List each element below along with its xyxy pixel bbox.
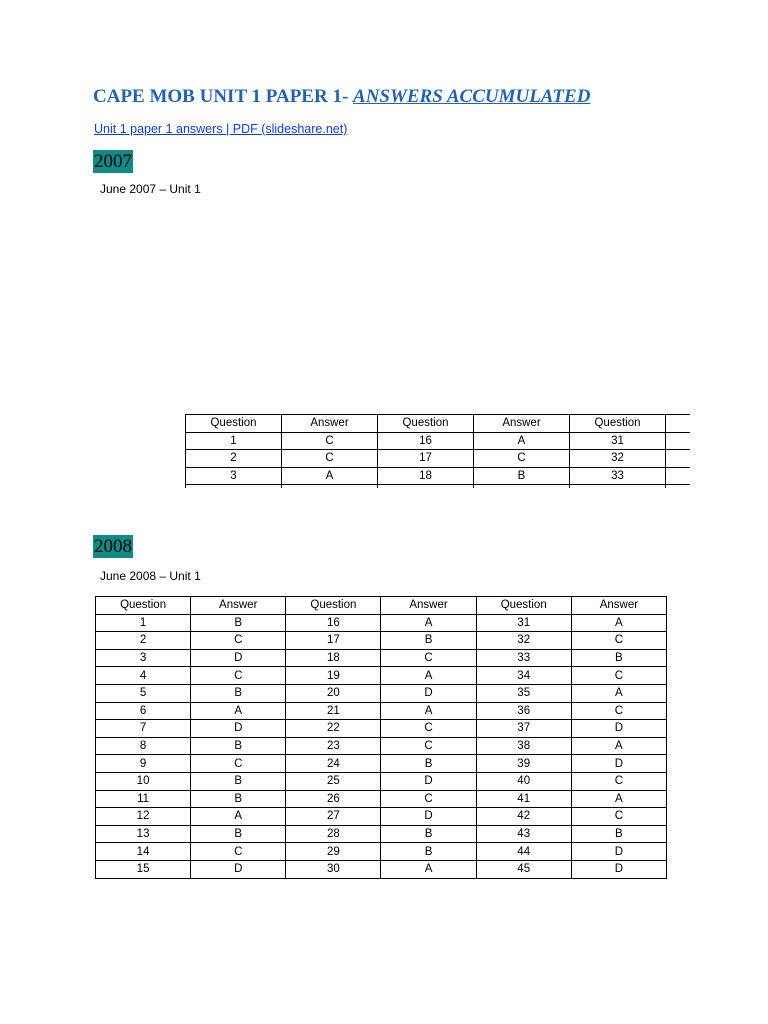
year-heading-2008: 2008 bbox=[94, 536, 132, 557]
answer-cell: D bbox=[191, 649, 286, 667]
question-number-cell: 4 bbox=[96, 667, 191, 685]
question-number-cell: 28 bbox=[286, 825, 381, 843]
question-number-cell: 38 bbox=[476, 737, 571, 755]
question-number-cell: 14 bbox=[96, 843, 191, 861]
answer-table-2008 bbox=[95, 596, 667, 879]
answer-table-2007-container bbox=[90, 205, 690, 488]
title-main: CAPE MOB UNIT 1 PAPER 1- bbox=[93, 86, 349, 107]
column-header: Question bbox=[570, 415, 666, 433]
answer-cell: C bbox=[474, 450, 570, 468]
column-header: Answer bbox=[191, 597, 286, 615]
answer-cell: C bbox=[282, 450, 378, 468]
question-number-cell: 10 bbox=[96, 772, 191, 790]
question-number-cell: 2 bbox=[186, 450, 282, 468]
year-heading-2007: 2007 bbox=[94, 151, 132, 172]
question-number-cell: 3 bbox=[186, 467, 282, 485]
answer-cell: A bbox=[474, 432, 570, 450]
answer-cell: B bbox=[191, 790, 286, 808]
question-number-cell: 21 bbox=[286, 702, 381, 720]
answer-cell: D bbox=[381, 808, 476, 826]
table-row bbox=[96, 772, 667, 790]
section-caption-2007: June 2007 – Unit 1 bbox=[100, 182, 201, 196]
question-number-cell: 30 bbox=[286, 860, 381, 878]
column-header: Question bbox=[186, 415, 282, 433]
answer-cell: C bbox=[571, 772, 666, 790]
answer-cell: A bbox=[381, 702, 476, 720]
column-header: Question bbox=[378, 415, 474, 433]
answer-cell: D bbox=[571, 755, 666, 773]
table-row bbox=[96, 667, 667, 685]
question-number-cell: 33 bbox=[476, 649, 571, 667]
answer-cell: A bbox=[381, 860, 476, 878]
answer-cell: B bbox=[381, 825, 476, 843]
answer-cell: A bbox=[571, 737, 666, 755]
question-number-cell: 18 bbox=[286, 649, 381, 667]
table-header-row bbox=[186, 415, 691, 433]
answer-cell: B bbox=[381, 755, 476, 773]
answer-table-2007 bbox=[185, 414, 690, 488]
table-row bbox=[96, 825, 667, 843]
question-number-cell: 15 bbox=[96, 860, 191, 878]
question-number-cell bbox=[186, 485, 282, 488]
table-row bbox=[186, 432, 691, 450]
table-row bbox=[96, 720, 667, 738]
answer-cell: C bbox=[191, 755, 286, 773]
question-number-cell: 27 bbox=[286, 808, 381, 826]
question-number-cell: 13 bbox=[96, 825, 191, 843]
question-number-cell: 41 bbox=[476, 790, 571, 808]
answer-cell bbox=[666, 432, 691, 450]
answer-cell: A bbox=[381, 667, 476, 685]
question-number-cell: 20 bbox=[286, 684, 381, 702]
table-row bbox=[96, 860, 667, 878]
question-number-cell: 24 bbox=[286, 755, 381, 773]
question-number-cell: 37 bbox=[476, 720, 571, 738]
answer-cell: C bbox=[191, 843, 286, 861]
answer-cell: C bbox=[191, 632, 286, 650]
question-number-cell: 39 bbox=[476, 755, 571, 773]
column-header: Question bbox=[96, 597, 191, 615]
answer-cell bbox=[474, 485, 570, 488]
question-number-cell bbox=[378, 485, 474, 488]
question-number-cell: 36 bbox=[476, 702, 571, 720]
answer-cell bbox=[666, 450, 691, 468]
answer-cell: B bbox=[191, 737, 286, 755]
answer-cell: A bbox=[571, 684, 666, 702]
question-number-cell: 17 bbox=[286, 632, 381, 650]
answer-cell: D bbox=[571, 720, 666, 738]
question-number-cell: 16 bbox=[286, 614, 381, 632]
question-number-cell: 31 bbox=[570, 432, 666, 450]
question-number-cell: 18 bbox=[378, 467, 474, 485]
question-number-cell: 26 bbox=[286, 790, 381, 808]
answer-cell: A bbox=[191, 702, 286, 720]
question-number-cell: 3 bbox=[96, 649, 191, 667]
table-header-row bbox=[96, 597, 667, 615]
question-number-cell: 25 bbox=[286, 772, 381, 790]
answer-cell: C bbox=[571, 667, 666, 685]
source-link[interactable]: Unit 1 paper 1 answers | PDF (slideshare.net) bbox=[94, 122, 348, 136]
question-number-cell: 29 bbox=[286, 843, 381, 861]
answer-cell: C bbox=[571, 808, 666, 826]
question-number-cell: 31 bbox=[476, 614, 571, 632]
question-number-cell: 33 bbox=[570, 467, 666, 485]
column-header: Answer bbox=[381, 597, 476, 615]
question-number-cell: 11 bbox=[96, 790, 191, 808]
answer-cell: B bbox=[381, 632, 476, 650]
question-number-cell: 16 bbox=[378, 432, 474, 450]
question-number-cell: 34 bbox=[476, 667, 571, 685]
answer-cell: C bbox=[191, 667, 286, 685]
answer-cell: A bbox=[282, 467, 378, 485]
table-row bbox=[96, 632, 667, 650]
answer-cell: C bbox=[571, 702, 666, 720]
answer-cell: B bbox=[191, 614, 286, 632]
answer-cell: B bbox=[571, 825, 666, 843]
answer-cell: A bbox=[191, 808, 286, 826]
answer-cell: A bbox=[381, 614, 476, 632]
answer-cell: C bbox=[381, 649, 476, 667]
answer-cell bbox=[666, 467, 691, 485]
table-row bbox=[96, 843, 667, 861]
answer-cell: D bbox=[191, 720, 286, 738]
table-row bbox=[186, 450, 691, 468]
table-row bbox=[186, 485, 691, 488]
answer-cell: A bbox=[571, 614, 666, 632]
question-number-cell: 22 bbox=[286, 720, 381, 738]
question-number-cell: 45 bbox=[476, 860, 571, 878]
answer-cell: B bbox=[474, 467, 570, 485]
answer-cell: B bbox=[571, 649, 666, 667]
question-number-cell: 9 bbox=[96, 755, 191, 773]
column-header: Question bbox=[476, 597, 571, 615]
question-number-cell: 32 bbox=[570, 450, 666, 468]
title-accent: ANSWERS ACCUMULATED bbox=[353, 86, 591, 107]
table-row bbox=[96, 684, 667, 702]
table-row bbox=[96, 614, 667, 632]
answer-cell: C bbox=[282, 432, 378, 450]
question-number-cell: 5 bbox=[96, 684, 191, 702]
answer-cell: A bbox=[571, 790, 666, 808]
answer-cell: C bbox=[381, 737, 476, 755]
question-number-cell: 1 bbox=[186, 432, 282, 450]
answer-cell: D bbox=[381, 772, 476, 790]
question-number-cell: 19 bbox=[286, 667, 381, 685]
question-number-cell: 42 bbox=[476, 808, 571, 826]
column-header bbox=[666, 415, 691, 433]
table-row bbox=[186, 467, 691, 485]
answer-cell: D bbox=[381, 684, 476, 702]
answer-cell: B bbox=[381, 843, 476, 861]
answer-cell: D bbox=[571, 860, 666, 878]
question-number-cell: 40 bbox=[476, 772, 571, 790]
answer-cell: C bbox=[381, 790, 476, 808]
column-header: Answer bbox=[571, 597, 666, 615]
question-number-cell: 1 bbox=[96, 614, 191, 632]
question-number-cell: 8 bbox=[96, 737, 191, 755]
table-row bbox=[96, 755, 667, 773]
section-caption-2008: June 2008 – Unit 1 bbox=[100, 569, 201, 583]
question-number-cell: 44 bbox=[476, 843, 571, 861]
question-number-cell: 23 bbox=[286, 737, 381, 755]
table-row bbox=[96, 808, 667, 826]
column-header: Answer bbox=[474, 415, 570, 433]
column-header: Answer bbox=[282, 415, 378, 433]
question-number-cell: 32 bbox=[476, 632, 571, 650]
answer-cell: D bbox=[571, 843, 666, 861]
answer-cell: B bbox=[191, 825, 286, 843]
answer-cell: D bbox=[191, 860, 286, 878]
table-row bbox=[96, 790, 667, 808]
question-number-cell: 35 bbox=[476, 684, 571, 702]
table-row bbox=[96, 737, 667, 755]
page-title bbox=[93, 86, 590, 108]
column-header: Question bbox=[286, 597, 381, 615]
question-number-cell: 12 bbox=[96, 808, 191, 826]
question-number-cell: 6 bbox=[96, 702, 191, 720]
question-number-cell bbox=[570, 485, 666, 488]
answer-cell: C bbox=[381, 720, 476, 738]
question-number-cell: 43 bbox=[476, 825, 571, 843]
answer-cell: B bbox=[191, 772, 286, 790]
table-row bbox=[96, 702, 667, 720]
question-number-cell: 7 bbox=[96, 720, 191, 738]
table-row bbox=[96, 649, 667, 667]
answer-cell: B bbox=[191, 684, 286, 702]
question-number-cell: 17 bbox=[378, 450, 474, 468]
answer-cell bbox=[666, 485, 691, 488]
answer-cell bbox=[282, 485, 378, 488]
answer-cell: C bbox=[571, 632, 666, 650]
question-number-cell: 2 bbox=[96, 632, 191, 650]
